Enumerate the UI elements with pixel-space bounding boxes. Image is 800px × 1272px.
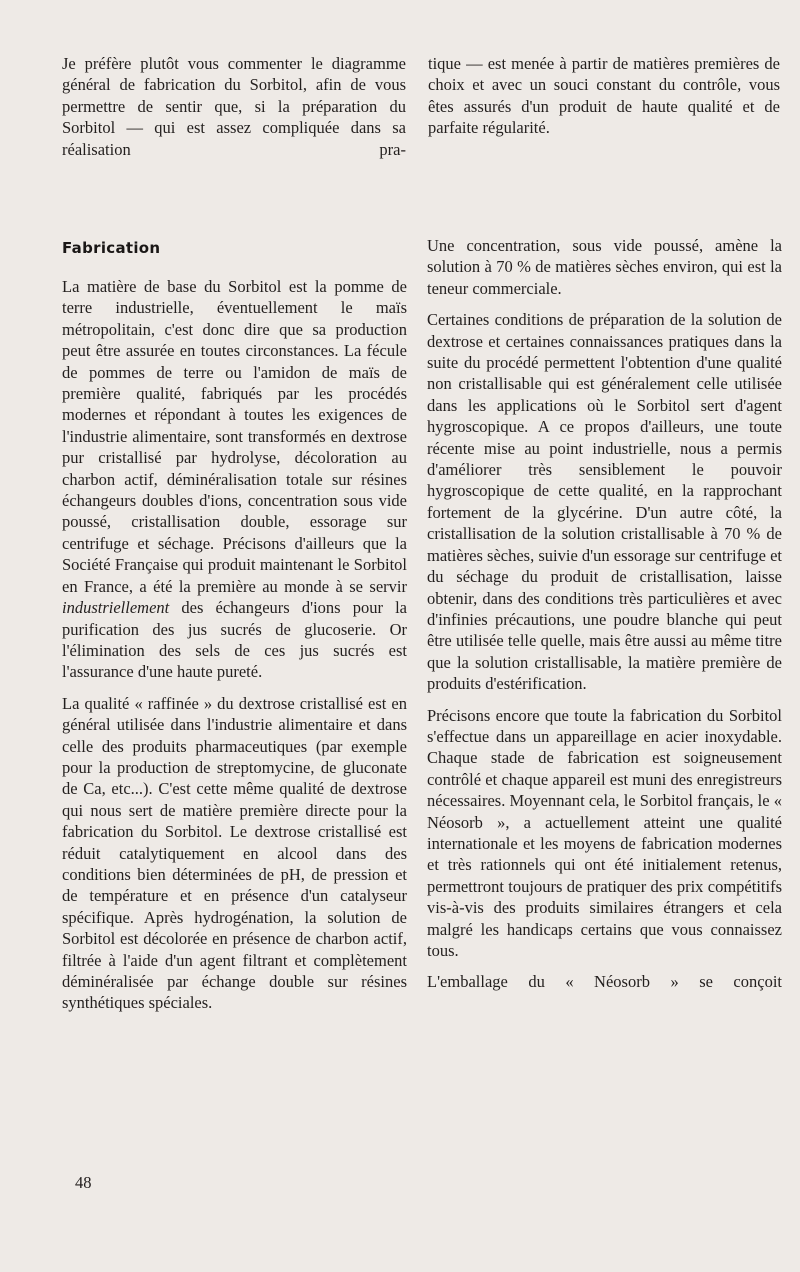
emphasis-industriellement: industriellement: [62, 598, 170, 618]
intro-left-paragraph: Je préfère plutôt vous commenter le diagramme général de fabrication du Sorbitol, afin de vous permettre de sentir que, si la préparation du Sorbitol — qui est assez compliquée dans sa réalisation pra-: [62, 54, 406, 159]
page-number: 48: [75, 1173, 92, 1192]
intro-right-column: [428, 53, 780, 139]
paragraph-stainless-steel: Précisons encore que toute la fabrication du Sorbitol s'effectue dans un appareillage en acier inoxydable. Chaque stade de fabrication est soigneusement contrôlé et chaque appareil est muni des enregistreurs nécessaires. Moyennant cela, le Sorbitol français, le « Néosorb », a actuellement atteint une qualité internationale et les moyens de fabrication modernes et très rationnels qui ont été initialement retenus, permettront toujours de pratiquer des prix compétitifs vis-à-vis des produits similaires étrangers et cela malgré les handicaps certains que vous connaissez tous.: [427, 705, 782, 960]
intro-right-paragraph: tique — est menée à partir de matières premières de choix et avec un souci constant du contrôle, vous êtes assurés d'un produit de haute qualité et de parfaite régularité.: [428, 54, 780, 138]
paragraph-raw-material-end: des échangeurs d'ions pour la purification des jus sucrés de glucoserie. Or l'élimination des sels de ces jus sucrés est l'assurance d'une haute pureté.: [62, 598, 407, 682]
paragraph-refined-dextrose: La qualité « raffinée » du dextrose cristallisé est en général utilisée dans l'industrie alimentaire et dans celle des produits pharmaceutiques (par exemple pour la production de streptomycine, de gluconate de Ca, etc...). C'est cette même qualité de dextrose qui nous sert de matière première directe pour la fabrication du Sorbitol. Le dextrose cristallisé est réduit catalytiquement en alcool dans des conditions bien déterminées de pH, de pression et de température et en présence d'un catalyseur spécifique. Après hydrogénation, la solution de Sorbitol est décolorée en présence de charbon actif, filtrée à l'aide d'un agent filtrant et complètement déminéralisée par échange double sur résines synthétiques spéciales.: [62, 693, 407, 1013]
intro-left-column: [62, 53, 406, 160]
paragraph-raw-material: [62, 276, 407, 683]
paragraph-packaging: L'emballage du « Néosorb » se conçoit: [427, 972, 782, 992]
section-heading: Fabrication: [62, 239, 161, 257]
main-left-column: [62, 239, 407, 1014]
paragraph-concentration: Une concentration, sous vide poussé, amène la solution à 70 % de matières sèches environ, qui est la teneur commerciale.: [427, 236, 782, 298]
paragraph-preparation-conditions: Certaines conditions de préparation de la solution de dextrose et certaines connaissances pratiques dans la suite du procédé permettent l'obtention d'une qualité non cristallisable qui est généralement celle utilisée dans les applications où le Sorbitol sert d'agent hygroscopique. A ce propos d'ailleurs, une toute récente mise au point industrielle, nous a permis d'améliorer très sensiblement le pouvoir hygroscopique de cette qualité, en la rapprochant fortement de la glycérine. D'un autre côté, la cristallisation de la solution cristallisable à 70 % de matières sèches, suivie d'un essorage sur centrifuge et du séchage du produit de cristallisation, laisse obtenir, dans des conditions très particulières et avec d'infinies précautions, une poudre blanche qui peut être utilisée telle quelle, mais être aussi au même titre que la solution cristallisable, la matière première de produits d'estérification.: [427, 310, 782, 694]
paragraph-raw-material-text: La matière de base du Sorbitol est la pomme de terre industrielle, éventuellement le maïs métropolitain, c'est donc dire que sa production peut être assurée en toutes circonstances. La fécule de pommes de terre ou l'amidon de maïs de première qualité, fabriqués par les procédés modernes et répondant à toutes les exigences de l'industrie alimentaire, sont transformés en dextrose pur cristallisé par hydrolyse, décoloration au charbon actif, déminéralisation totale sur résines échangeurs doubles d'ions, concentration sous vide poussé, cristallisation double, essorage sur centrifuge et séchage. Précisons d'ailleurs que la Société Française qui produit maintenant le Sorbitol en France, a été la première au monde à se servir: [62, 277, 407, 596]
main-right-column: [427, 235, 782, 993]
